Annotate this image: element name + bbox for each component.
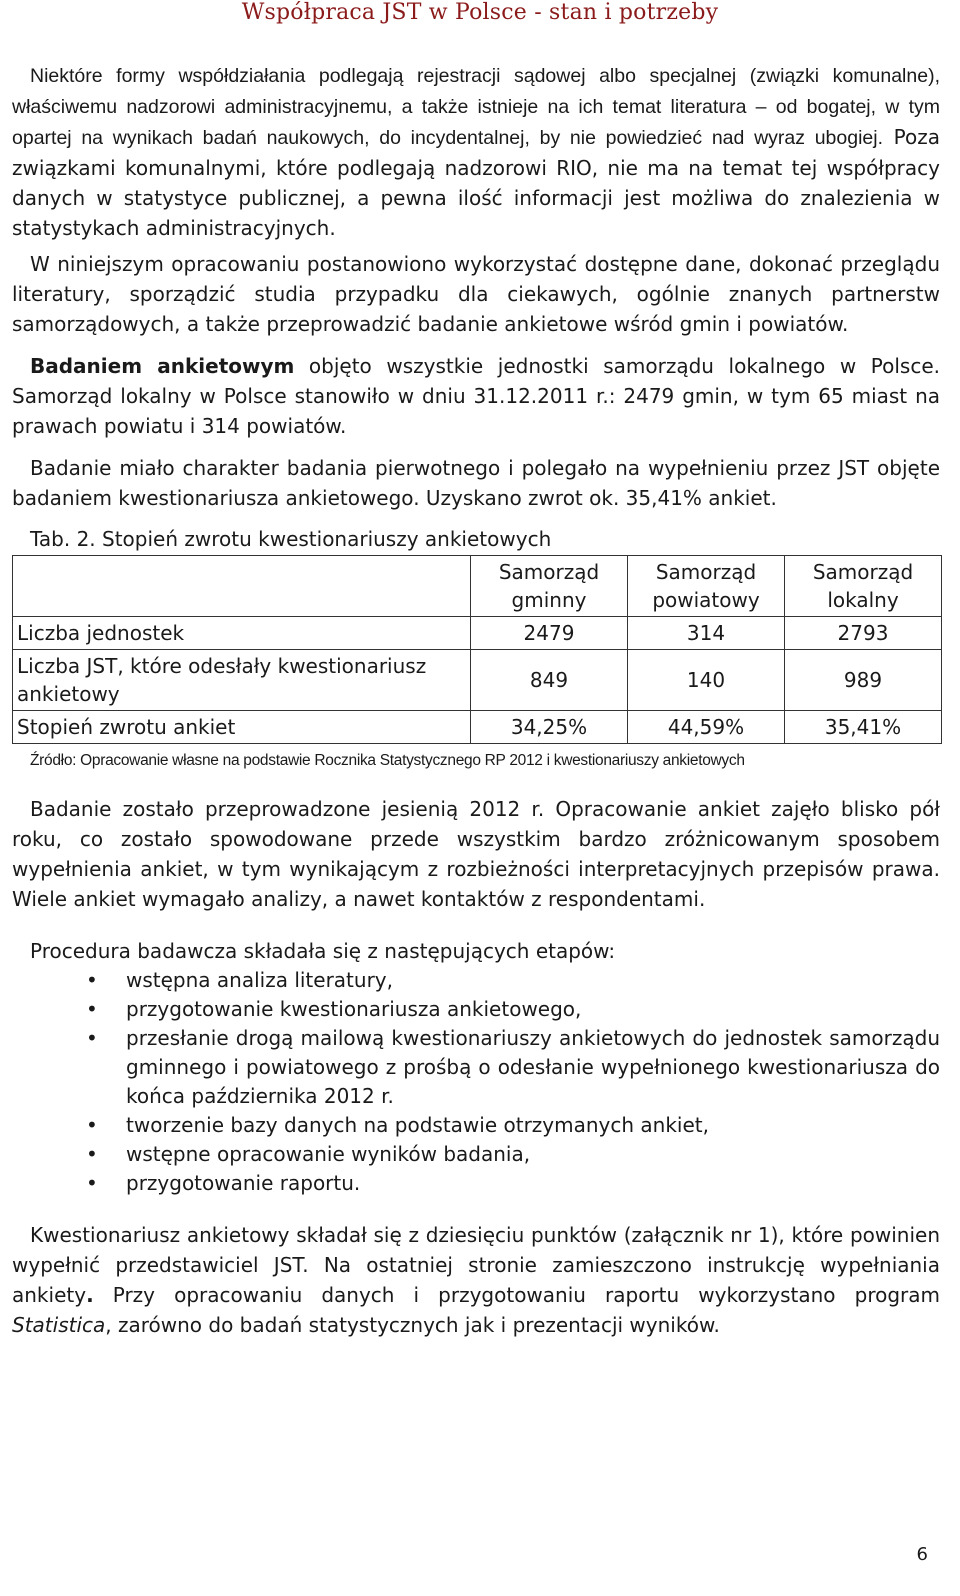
list-item-text: przygotowanie raportu.: [126, 1171, 361, 1195]
survey-bold-term: Badaniem ankietowym: [30, 354, 295, 378]
list-item-text: wstępna analiza literatury,: [126, 968, 393, 992]
cell-value: 2479: [471, 617, 628, 650]
cell-value: 44,59%: [628, 711, 785, 744]
document-body: [12, 60, 940, 1340]
table-header-lokalny: Samorząd lokalny: [785, 556, 942, 617]
paragraph-questionnaire: [12, 1220, 940, 1340]
table-row: [13, 711, 942, 744]
table-row: [13, 617, 942, 650]
questionnaire-text-2: Przy opracowaniu danych i przygotowaniu raportu wykorzystano program: [93, 1283, 940, 1307]
table-caption: Tab. 2. Stopień zwrotu kwestionariuszy ankietowych: [30, 527, 552, 551]
paragraph-survey: [12, 351, 940, 441]
paragraph-intro-part1: Niektóre formy współdziałania podlegają rejestracji sądowej albo specjalnej (związki komunalne), właściwemu nadzorowi administracyjnemu, a także istnieje na ich temat literatura – od bogatej, w tym opartej na wynikach badań naukowych, do incydentalnej, by nie powiedzieć nad wyraz ubogiej.: [12, 65, 940, 149]
survey-text: objęto wszystkie jednostki samorządu lokalnego w Polsce. Samorząd lokalny w Polsce stanowiło w dniu 31.12.2011 r.: 2479 gmin, w tym 65 miast na prawach powiatu i 314 powiatów.: [12, 354, 940, 438]
list-item: [12, 1111, 940, 1140]
cell-value: 140: [628, 650, 785, 711]
cell-value: 34,25%: [471, 711, 628, 744]
table-header-powiatowy: Samorząd powiatowy: [628, 556, 785, 617]
procedure-list: [12, 966, 940, 1198]
row-label: Liczba jednostek: [13, 617, 471, 650]
table-row: [13, 650, 942, 711]
response-rate-table: [12, 555, 942, 744]
list-item-text: przesłanie drogą mailową kwestionariuszy ankietowych do jednostek samorządu gminnego i powiatowego z prośbą o odesłanie wypełnionego kwestionariusza do końca października 2012 r.: [126, 1026, 940, 1108]
paragraph-response: Badanie miało charakter badania pierwotnego i polegało na wypełnieniu przez JST objęte badaniem kwestionariusza ankietowego. Uzyskano zwrot ok. 35,41% ankiet.: [12, 456, 940, 510]
cell-value: 314: [628, 617, 785, 650]
cell-value: 989: [785, 650, 942, 711]
page-number: 6: [916, 1544, 928, 1565]
paragraph-intro: [12, 60, 940, 243]
list-item: [12, 966, 940, 995]
paragraph-intro-part2: Poza związkami komunalnymi, które podlegają nadzorowi RIO, nie ma na temat tej współpracy danych w statystyce publicznej, a pewna ilość informacji jest możliwa do znalezienia w statystykach administracyjnych.: [12, 125, 941, 240]
bullet-icon: •: [86, 1142, 98, 1166]
software-name: Statistica: [12, 1313, 106, 1337]
cell-value: 2793: [785, 617, 942, 650]
bullet-icon: •: [86, 1113, 98, 1137]
table-header-empty: [13, 556, 471, 617]
bullet-icon: •: [86, 968, 98, 992]
questionnaire-bold-dot: .: [86, 1283, 94, 1307]
bullet-icon: •: [86, 997, 98, 1021]
questionnaire-text-3: , zarówno do badań statystycznych jak i prezentacji wyników.: [105, 1313, 720, 1337]
bullet-icon: •: [86, 1171, 98, 1195]
list-item-text: wstępne opracowanie wyników badania,: [126, 1142, 531, 1166]
list-item: [12, 1024, 940, 1111]
running-header: Współpraca JST w Polsce - stan i potrzeby: [241, 0, 719, 25]
list-item: [12, 1169, 940, 1198]
table-header-row: [13, 556, 942, 617]
procedure-intro: Procedura badawcza składała się z następujących etapów:: [30, 939, 616, 963]
cell-value: 35,41%: [785, 711, 942, 744]
bullet-icon: •: [86, 1026, 98, 1050]
list-item-text: tworzenie bazy danych na podstawie otrzymanych ankiet,: [126, 1113, 709, 1137]
list-item: [12, 995, 940, 1024]
row-label: Stopień zwrotu ankiet: [13, 711, 471, 744]
row-label: Liczba JST, które odesłały kwestionariusz ankietowy: [13, 650, 471, 711]
list-item: [12, 1140, 940, 1169]
table-header-gminny: Samorząd gminny: [471, 556, 628, 617]
cell-value: 849: [471, 650, 628, 711]
table-source-note: Źródło: Opracowanie własne na podstawie Rocznika Statystycznego RP 2012 i kwestionariuszy ankietowych: [30, 752, 745, 769]
paragraph-timeline: Badanie zostało przeprowadzone jesienią 2012 r. Opracowanie ankiet zajęło blisko pół roku, co zostało spowodowane przede wszystkim bardzo zróżnicowanym sposobem wypełnienia ankiet, w tym wynikającym z rozbieżności interpretacyjnych przepisów prawa. Wiele ankiet wymagało analizy, a nawet kontaktów z respondentami.: [12, 797, 940, 911]
questionnaire-text-1: Kwestionariusz ankietowy składał się z dziesięciu punktów (załącznik nr 1), które powinien wypełnić przedstawiciel JST. Na ostatniej stronie zamieszczono instrukcję wypełniania ankiety: [12, 1223, 940, 1307]
paragraph-methods: W niniejszym opracowaniu postanowiono wykorzystać dostępne dane, dokonać przeglądu literatury, sporządzić studia przypadku dla ciekawych, ogólnie znanych partnerstw samorządowych, a także przeprowadzić badanie ankietowe wśród gmin i powiatów.: [12, 252, 940, 336]
list-item-text: przygotowanie kwestionariusza ankietowego,: [126, 997, 582, 1021]
